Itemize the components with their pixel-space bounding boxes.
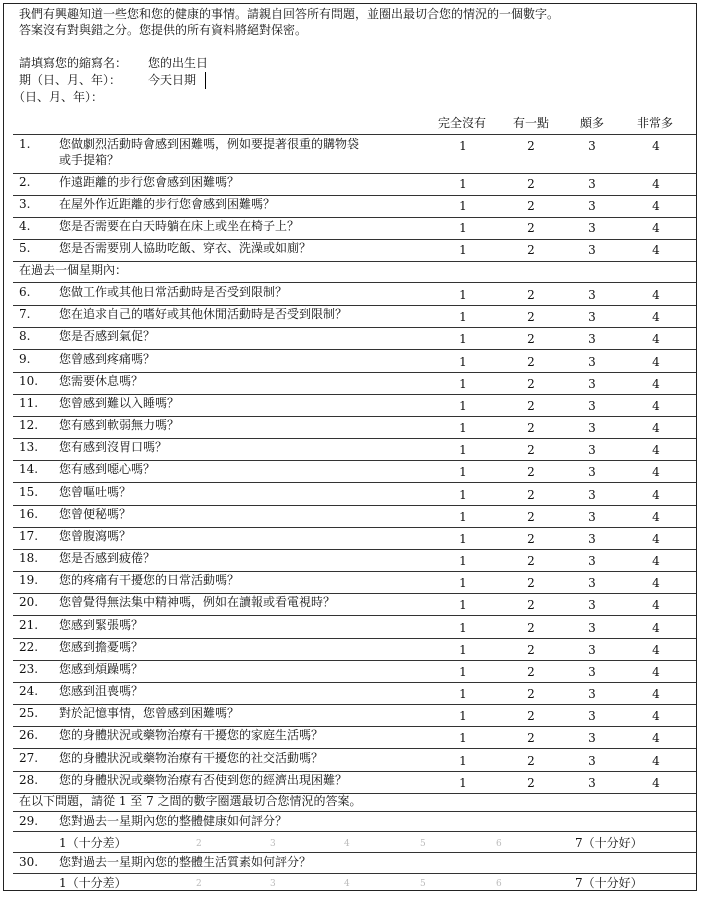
dmy-label: （日、月、年）：	[13, 90, 104, 104]
answer-option-3[interactable]: 3	[588, 664, 596, 679]
row-divider	[13, 571, 696, 572]
answer-option-4[interactable]: 4	[652, 775, 660, 790]
answer-option-1[interactable]: 1	[459, 243, 467, 257]
answer-option-1[interactable]: 1	[459, 687, 467, 702]
row-divider	[13, 460, 696, 461]
answer-option-3[interactable]: 3	[588, 687, 596, 702]
answer-option-4[interactable]: 4	[652, 139, 660, 153]
answer-option-2[interactable]: 2	[527, 709, 535, 724]
question-text: 您曾感到難以入睡嗎？	[59, 395, 180, 410]
question-text: 您曾覺得無法集中精神嗎，例如在讀報或看電視時？	[59, 595, 336, 610]
answer-option-3[interactable]: 3	[588, 487, 596, 502]
answer-option-2[interactable]: 2	[527, 598, 535, 613]
answer-option-4[interactable]: 4	[652, 487, 660, 502]
answer-option-1[interactable]: 1	[459, 709, 467, 724]
answer-option-2[interactable]: 2	[527, 139, 535, 153]
answer-option-2[interactable]: 2	[527, 775, 535, 790]
section-header-scale-7: 在以下問題，請從 1 至 7 之間的數字圈選最切合您情況的答案。	[19, 794, 362, 808]
answer-option-3[interactable]: 3	[588, 221, 596, 235]
answer-option-3[interactable]: 3	[588, 531, 596, 546]
answer-option-3[interactable]: 3	[588, 465, 596, 480]
answer-option-1[interactable]: 1	[459, 642, 467, 657]
answer-option-3[interactable]: 3	[588, 421, 596, 436]
answer-option-4[interactable]: 4	[652, 199, 660, 213]
question-text: 您曾腹瀉嗎？	[59, 528, 132, 543]
row-divider	[13, 195, 696, 196]
row-divider	[13, 748, 696, 749]
question-text: 您感到沮喪嗎？	[59, 684, 144, 699]
question-text: 您需要休息嗎？	[59, 373, 144, 388]
answer-option-4[interactable]: 4	[652, 687, 660, 702]
answer-option-3[interactable]: 3	[588, 398, 596, 413]
question-number: 18.	[19, 551, 39, 566]
answer-option-1[interactable]: 1	[459, 443, 467, 458]
row-divider	[13, 593, 696, 594]
question-text: 作遠距離的步行您會感到困難嗎？	[59, 175, 240, 189]
answer-option-1[interactable]: 1	[459, 288, 467, 302]
answer-option-3[interactable]: 3	[588, 620, 596, 635]
scale-7-option[interactable]: 5	[420, 839, 426, 849]
answer-option-2[interactable]: 2	[527, 243, 535, 257]
row-divider	[13, 704, 696, 705]
question-number: 29.	[19, 814, 39, 828]
question-number: 9.	[19, 351, 31, 366]
answer-option-4[interactable]: 4	[652, 221, 660, 235]
section-header-past-week: 在過去一個星期內：	[19, 263, 128, 277]
answer-option-1[interactable]: 1	[459, 509, 467, 524]
scale-7-low-label: 1（十分差）	[59, 876, 127, 890]
birth-label: 您的出生日	[148, 56, 209, 70]
answer-option-2[interactable]: 2	[527, 376, 535, 391]
question-number: 14.	[19, 462, 39, 477]
question-number: 3.	[19, 197, 31, 211]
question-number: 20.	[19, 595, 39, 610]
answer-option-2[interactable]: 2	[527, 310, 535, 325]
question-number: 5.	[19, 241, 31, 255]
question-text: 您感到緊張嗎？	[59, 617, 144, 632]
scale-7-option[interactable]: 3	[270, 839, 276, 849]
row-divider	[13, 349, 696, 350]
question-number: 12.	[19, 418, 39, 433]
answer-option-2[interactable]: 2	[527, 487, 535, 502]
answer-option-1[interactable]: 1	[459, 731, 467, 746]
answer-option-2[interactable]: 2	[527, 443, 535, 458]
question-number: 27.	[19, 750, 39, 765]
answer-option-1[interactable]: 1	[459, 332, 467, 347]
answer-option-2[interactable]: 2	[527, 620, 535, 635]
question-text: 您有感到沒胃口嗎？	[59, 440, 168, 455]
answer-option-3[interactable]: 3	[588, 775, 596, 790]
answer-option-4[interactable]: 4	[652, 709, 660, 724]
question-text: 在屋外作近距離的步行您會感到困難嗎？	[59, 197, 276, 211]
row-divider	[13, 527, 696, 528]
question-number: 13.	[19, 440, 39, 455]
question-text: 您的疼痛有干擾您的日常活動嗎？	[59, 573, 240, 588]
question-text: 對於記憶事情，您曾感到困難嗎？	[59, 706, 240, 721]
answer-option-1[interactable]: 1	[459, 598, 467, 613]
question-number: 25.	[19, 706, 39, 721]
row-divider	[13, 682, 696, 683]
question-text: 您的身體狀況或藥物治療有否使到您的經濟出現困難？	[59, 772, 348, 787]
question-text: 您感到煩躁嗎？	[59, 661, 144, 676]
answer-option-1[interactable]: 1	[459, 554, 467, 569]
question-text: 您做工作或其他日常活動時是否受到限制？	[59, 285, 288, 299]
answer-option-3[interactable]: 3	[588, 554, 596, 569]
question-number: 15.	[19, 484, 39, 499]
answer-option-4[interactable]: 4	[652, 354, 660, 369]
scale-7-option[interactable]: 3	[270, 879, 276, 889]
question-text: 您是否需要在白天時躺在床上或坐在椅子上？	[59, 219, 300, 233]
question-text: 您是否需要別人協助吃飯、穿衣、洗澡或如廁？	[59, 241, 312, 255]
row-divider	[13, 134, 696, 135]
answer-option-3[interactable]: 3	[588, 709, 596, 724]
row-divider	[13, 173, 696, 174]
row-divider	[13, 239, 696, 240]
answer-option-2[interactable]: 2	[527, 199, 535, 213]
question-text: 您對過去一星期內您的整體生活質素如何評分？	[59, 855, 312, 869]
answer-option-2[interactable]: 2	[527, 354, 535, 369]
answer-option-4[interactable]: 4	[652, 554, 660, 569]
scale-7-option[interactable]: 5	[420, 879, 426, 889]
answer-option-1[interactable]: 1	[459, 310, 467, 325]
answer-option-2[interactable]: 2	[527, 332, 535, 347]
answer-option-2[interactable]: 2	[527, 731, 535, 746]
today-label: 今天日期	[148, 73, 197, 87]
question-number: 28.	[19, 772, 39, 787]
answer-option-4[interactable]: 4	[652, 598, 660, 613]
question-text: 您曾感到疼痛嗎？	[59, 351, 156, 366]
answer-option-4[interactable]: 4	[652, 398, 660, 413]
scale-7-option[interactable]: 4	[344, 879, 350, 889]
question-number: 1.	[19, 137, 31, 151]
answer-option-3[interactable]: 3	[588, 199, 596, 213]
question-text: 您有感到軟弱無力嗎？	[59, 418, 180, 433]
answer-option-3[interactable]: 3	[588, 731, 596, 746]
answer-option-2[interactable]: 2	[527, 531, 535, 546]
answer-option-2[interactable]: 2	[527, 509, 535, 524]
answer-option-1[interactable]: 1	[459, 398, 467, 413]
answer-option-4[interactable]: 4	[652, 620, 660, 635]
row-divider	[13, 852, 696, 853]
answer-option-3[interactable]: 3	[588, 332, 596, 347]
row-divider	[13, 282, 696, 283]
scale-7-option[interactable]: 2	[196, 839, 202, 849]
answer-option-4[interactable]: 4	[652, 531, 660, 546]
answer-option-4[interactable]: 4	[652, 509, 660, 524]
answer-option-3[interactable]: 3	[588, 177, 596, 191]
question-number: 23.	[19, 661, 39, 676]
question-number: 7.	[19, 307, 31, 322]
scale-7-option[interactable]: 6	[496, 839, 502, 849]
answer-option-4[interactable]: 4	[652, 443, 660, 458]
question-text: 您在追求自己的嗜好或其他休閒活動時是否受到限制？	[59, 307, 348, 322]
answer-option-1[interactable]: 1	[459, 664, 467, 679]
answer-option-3[interactable]: 3	[588, 139, 596, 153]
row-divider	[13, 811, 696, 812]
row-divider	[13, 831, 696, 832]
answer-option-4[interactable]: 4	[652, 376, 660, 391]
answer-option-2[interactable]: 2	[527, 753, 535, 768]
answer-option-3[interactable]: 3	[588, 354, 596, 369]
answer-option-4[interactable]: 4	[652, 243, 660, 257]
answer-option-4[interactable]: 4	[652, 288, 660, 302]
question-number: 4.	[19, 219, 31, 233]
question-number: 10.	[19, 373, 39, 388]
question-text: 您做劇烈活動時會感到困難嗎，例如要提著很重的購物袋	[59, 137, 360, 151]
answer-option-1[interactable]: 1	[459, 376, 467, 391]
scale-7-option[interactable]: 2	[196, 879, 202, 889]
answer-option-4[interactable]: 4	[652, 310, 660, 325]
question-text: 您的身體狀況或藥物治療有干擾您的家庭生活嗎？	[59, 728, 324, 743]
intro-line-2: 答案沒有對與錯之分。您提供的所有資料將絕對保密。	[19, 23, 308, 37]
question-number: 17.	[19, 528, 39, 543]
row-divider	[13, 217, 696, 218]
question-text-continued: 或手提箱？	[59, 153, 120, 167]
answer-option-1[interactable]: 1	[459, 177, 467, 191]
question-text: 您是否感到疲倦？	[59, 551, 156, 566]
answer-option-4[interactable]: 4	[652, 642, 660, 657]
answer-option-1[interactable]: 1	[459, 354, 467, 369]
row-divider	[13, 327, 696, 328]
answer-option-2[interactable]: 2	[527, 465, 535, 480]
answer-option-2[interactable]: 2	[527, 576, 535, 591]
period-label: 期（日、月、年）：	[19, 73, 122, 87]
row-divider	[13, 615, 696, 616]
answer-option-4[interactable]: 4	[652, 177, 660, 191]
answer-option-3[interactable]: 3	[588, 509, 596, 524]
question-text: 您曾嘔吐嗎？	[59, 484, 132, 499]
question-number: 22.	[19, 639, 39, 654]
row-divider	[13, 394, 696, 395]
intro-line-1: 我們有興趣知道一些您和您的健康的事情。請親自回答所有問題，並圈出最切合您的情況的一個數字。	[19, 7, 560, 21]
answer-option-4[interactable]: 4	[652, 465, 660, 480]
question-text: 您有感到噁心嗎？	[59, 462, 156, 477]
question-text: 您感到擔憂嗎？	[59, 639, 144, 654]
col-header-very-much: 非常多	[636, 116, 673, 130]
answer-option-1[interactable]: 1	[459, 199, 467, 213]
row-divider	[13, 660, 696, 661]
answer-option-4[interactable]: 4	[652, 731, 660, 746]
answer-option-4[interactable]: 4	[652, 664, 660, 679]
row-divider	[13, 482, 696, 483]
question-number: 11.	[19, 395, 39, 410]
scale-7-high-label: 7（十分好）	[575, 876, 643, 890]
date-input-cursor[interactable]	[205, 72, 206, 89]
row-divider	[13, 873, 696, 874]
question-number: 30.	[19, 855, 39, 869]
answer-option-4[interactable]: 4	[652, 753, 660, 768]
row-divider	[13, 549, 696, 550]
question-text: 您是否感到氣促？	[59, 329, 156, 344]
row-divider	[13, 305, 696, 306]
answer-option-1[interactable]: 1	[459, 775, 467, 790]
answer-option-3[interactable]: 3	[588, 642, 596, 657]
answer-option-4[interactable]: 4	[652, 576, 660, 591]
answer-option-2[interactable]: 2	[527, 554, 535, 569]
scale-7-low-label: 1（十分差）	[59, 836, 127, 850]
answer-option-3[interactable]: 3	[588, 243, 596, 257]
answer-option-4[interactable]: 4	[652, 421, 660, 436]
col-header-not-at-all: 完全沒有	[437, 116, 486, 130]
scale-7-option[interactable]: 6	[496, 879, 502, 889]
question-number: 6.	[19, 285, 31, 299]
answer-option-3[interactable]: 3	[588, 753, 596, 768]
answer-option-2[interactable]: 2	[527, 687, 535, 702]
row-divider	[13, 438, 696, 439]
answer-option-1[interactable]: 1	[459, 221, 467, 235]
row-divider	[13, 261, 696, 262]
question-text: 您曾便秘嗎？	[59, 506, 132, 521]
question-number: 26.	[19, 728, 39, 743]
answer-option-3[interactable]: 3	[588, 310, 596, 325]
scale-7-option[interactable]: 4	[344, 839, 350, 849]
col-header-quite-a-bit: 頗多	[579, 116, 604, 130]
question-number: 2.	[19, 175, 31, 189]
question-number: 16.	[19, 506, 39, 521]
col-header-a-little: 有一點	[512, 116, 549, 130]
answer-option-3[interactable]: 3	[588, 598, 596, 613]
initials-label: 請填寫您的縮寫名：	[19, 56, 128, 70]
answer-option-4[interactable]: 4	[652, 332, 660, 347]
answer-option-2[interactable]: 2	[527, 398, 535, 413]
question-text: 您的身體狀況或藥物治療有干擾您的社交活動嗎？	[59, 750, 324, 765]
answer-option-1[interactable]: 1	[459, 576, 467, 591]
answer-option-2[interactable]: 2	[527, 221, 535, 235]
answer-option-1[interactable]: 1	[459, 139, 467, 153]
answer-option-3[interactable]: 3	[588, 376, 596, 391]
answer-option-3[interactable]: 3	[588, 288, 596, 302]
question-number: 8.	[19, 329, 31, 344]
answer-option-1[interactable]: 1	[459, 753, 467, 768]
answer-option-1[interactable]: 1	[459, 421, 467, 436]
answer-option-1[interactable]: 1	[459, 620, 467, 635]
answer-option-1[interactable]: 1	[459, 487, 467, 502]
row-divider	[13, 726, 696, 727]
answer-option-2[interactable]: 2	[527, 664, 535, 679]
answer-option-2[interactable]: 2	[527, 421, 535, 436]
row-divider	[13, 416, 696, 417]
question-text: 您對過去一星期內您的整體健康如何評分？	[59, 814, 288, 828]
answer-option-2[interactable]: 2	[527, 288, 535, 302]
scale-7-high-label: 7（十分好）	[575, 836, 643, 850]
question-number: 19.	[19, 573, 39, 588]
answer-option-1[interactable]: 1	[459, 531, 467, 546]
answer-option-2[interactable]: 2	[527, 642, 535, 657]
answer-option-2[interactable]: 2	[527, 177, 535, 191]
answer-option-1[interactable]: 1	[459, 465, 467, 480]
question-number: 21.	[19, 617, 39, 632]
answer-option-3[interactable]: 3	[588, 443, 596, 458]
question-number: 24.	[19, 684, 39, 699]
answer-option-3[interactable]: 3	[588, 576, 596, 591]
